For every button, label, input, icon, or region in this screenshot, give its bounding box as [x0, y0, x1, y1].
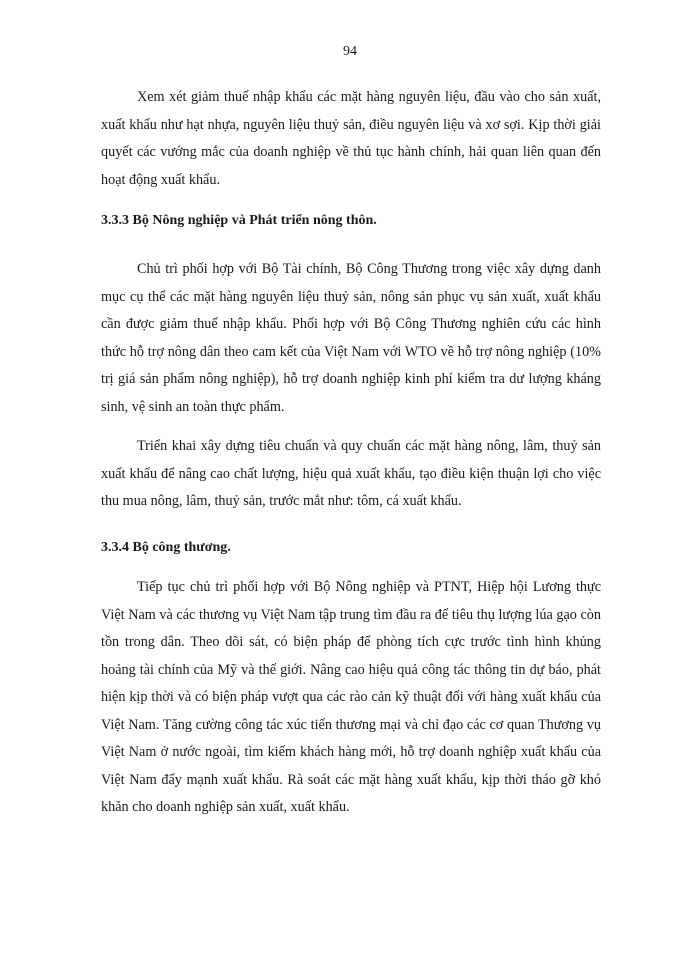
paragraph-import-tax: Xem xét giảm thuế nhập khẩu các mặt hàng nguyên liệu, đầu vào cho sản xuất, xuất khẩu như hạt nhựa, nguyên liệu thuỷ sản, điều nguyên liệu và xơ sợi. Kịp thời giải quyết các vướng mắc của doanh nghiệp về thủ tục hành chính, hải quan liên quan đến hoạt động xuất khẩu.	[101, 89, 601, 188]
section-heading-3-3-4: 3.3.4 Bộ công thương.	[101, 540, 231, 555]
paragraph-ministry-of-trade: Tiếp tục chủ trì phối hợp với Bộ Nông nghiệp và PTNT, Hiệp hội Lương thực Việt Nam và các thương vụ Việt Nam tập trung tìm đầu ra để tiêu thụ lượng lúa gạo còn tồn trong dân. Theo dõi sát, có biện pháp để phòng tích cực trước tình hình khủng hoảng tài chính của Mỹ và thế giới. Nâng cao hiệu quả công tác thông tin dự báo, phát hiện kịp thời và có biện pháp vượt qua các rào cản kỹ thuật đối với hàng xuất khẩu của Việt Nam. Tăng cường công tác xúc tiến thương mại và chỉ đạo các cơ quan Thương vụ Việt Nam ở nước ngoài, tìm kiếm khách hàng mới, hỗ trợ doanh nghiệp xuất khẩu của Việt Nam đẩy mạnh xuất khẩu. Rà soát các mặt hàng xuất khẩu, kịp thời tháo gỡ khó khăn cho doanh nghiệp sản xuất, xuất khẩu.	[101, 579, 601, 815]
paragraph-agriculture-coordination: Chủ trì phối hợp với Bộ Tài chính, Bộ Công Thương trong việc xây dựng danh mục cụ thể các mặt hàng nguyên liệu thuỷ sản, nông sản phục vụ sản xuất, xuất khẩu cần được giảm thuế nhập khẩu. Phối hợp với Bộ Công Thương nghiên cứu các hình thức hỗ trợ nông dân theo cam kết của Việt Nam với WTO về hỗ trợ nông nghiệp (10% trị giá sản phẩm nông nghiệp), hỗ trợ doanh nghiệp kinh phí kiểm tra dư lượng kháng sinh, vệ sinh an toàn thực phẩm.	[101, 261, 601, 415]
paragraph-standards: Triển khai xây dựng tiêu chuẩn và quy chuẩn các mặt hàng nông, lâm, thuỷ sản xuất khẩu để nâng cao chất lượng, hiệu quả xuất khẩu, tạo điều kiện thuận lợi cho việc thu mua nông, lâm, thuỷ sản, trước mắt như: tôm, cá xuất khẩu.	[101, 438, 601, 509]
section-heading-3-3-3: 3.3.3 Bộ Nông nghiệp và Phát triển nông thôn.	[101, 213, 377, 228]
page-number: 94	[343, 44, 357, 59]
